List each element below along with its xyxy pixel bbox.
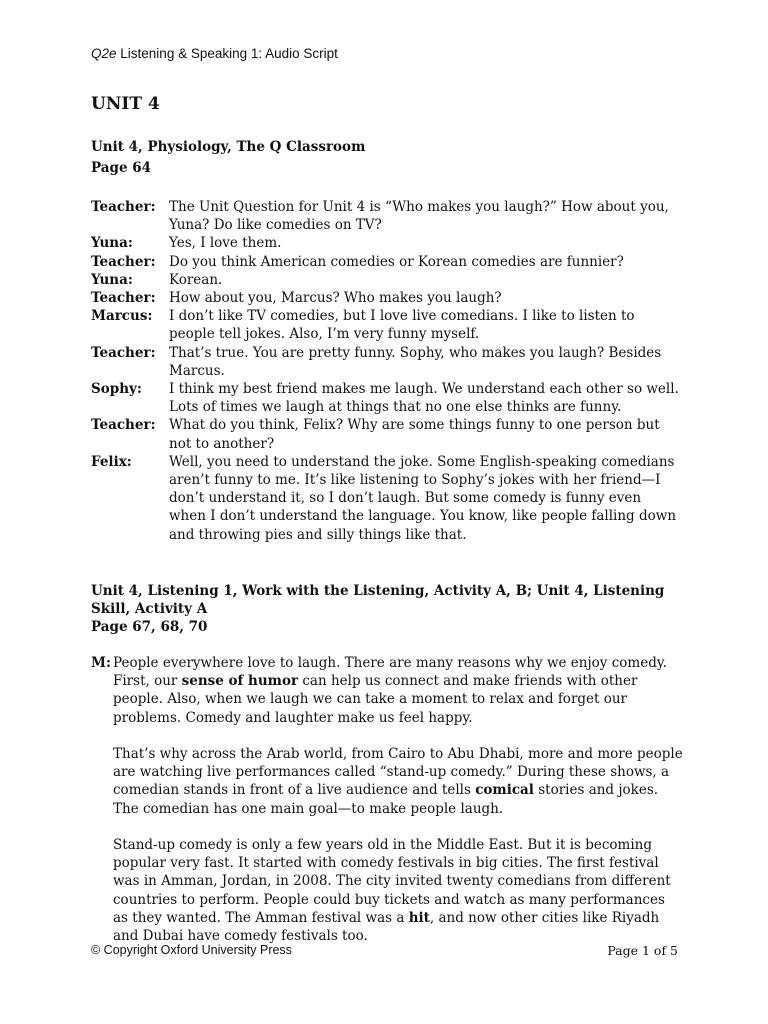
dialogue-line xyxy=(91,198,691,234)
monologue-transcript xyxy=(91,654,691,963)
dialogue-line xyxy=(91,416,691,452)
dialogue-text: I think my best friend makes me laugh. We understand each other so well. Lots of times we laugh at things that no one else thinks are funny. xyxy=(169,381,679,416)
speaker-label: Teacher: xyxy=(91,199,156,215)
dialogue-line xyxy=(91,307,691,343)
monologue-body xyxy=(113,654,683,945)
header-series: Q2e xyxy=(91,46,117,61)
dialogue-text: That’s true. You are pretty funny. Sophy, who makes you laugh? Besides Marcus. xyxy=(169,344,662,379)
dialogue-text: Yes, I love them. xyxy=(169,235,282,252)
dialogue-text: How about you, Marcus? Who makes you laugh? xyxy=(169,290,502,307)
paragraph-text: can help us connect and make friends with other people. Also, when we laugh we can take a moment to relax and forget our problems. Comedy and laughter make us feel happy. xyxy=(113,673,638,726)
monologue-paragraph xyxy=(113,836,683,945)
dialogue-text: I don’t like TV comedies, but I love live comedians. I like to listen to people tell jokes. Also, I’m very funny myself. xyxy=(169,308,635,343)
section-heading-2 xyxy=(91,582,691,637)
monologue-paragraph xyxy=(113,745,683,818)
speaker-label: Felix: xyxy=(91,453,132,470)
unit-title: UNIT 4 xyxy=(91,94,160,114)
dialogue-text: Do you think American comedies or Korean comedies are funnier? xyxy=(169,253,624,270)
monologue-paragraph xyxy=(113,654,683,727)
speaker-label: Teacher: xyxy=(91,290,156,307)
speaker-label: Teacher: xyxy=(91,344,156,361)
speaker-label: Teacher: xyxy=(91,253,156,270)
dialogue-line xyxy=(91,234,691,252)
dialogue-line xyxy=(91,380,691,416)
speaker-label: Yuna: xyxy=(91,271,133,288)
dialogue-line xyxy=(91,271,691,289)
section-heading-1 xyxy=(91,138,691,177)
paragraph-text: Stand-up comedy is only a few years old in the Middle East. But it is becoming popular very fast. It started with comedy festivals in big cities. The first festival was in Amman, Jordan, in 2008. The city invited twenty comedians from different countries to perform. People could buy tickets and watch as many performances as they wanted. The Amman festival was a xyxy=(113,837,671,926)
footer-page-number: Page 1 of 5 xyxy=(607,943,678,958)
vocabulary-term: comical xyxy=(475,782,534,799)
dialogue-line xyxy=(91,289,691,307)
paragraph-text: That’s why across the Arab world, from Cairo to Abu Dhabi, more and more people are watching live performances called “stand-up comedy.” During these shows, a comedian stands in front of a live audience and tells xyxy=(113,746,683,799)
dialogue-transcript xyxy=(91,198,691,544)
speaker-label: Marcus: xyxy=(91,308,153,325)
dialogue-line xyxy=(91,253,691,271)
dialogue-text: Korean. xyxy=(169,271,223,288)
speaker-label: Teacher: xyxy=(91,417,156,434)
speaker-label: Sophy: xyxy=(91,381,142,398)
dialogue-text: Well, you need to understand the joke. Some English-speaking comedians aren’t funny to me. It’s like listening to Sophy’s jokes with her friend—I don’t understand it, so I don’t laugh. But some comedy is funny even when I don’t understand the language. You know, like people falling down and throwing pies and silly things like that. xyxy=(169,453,677,543)
paragraph-text: stories and jokes. The comedian has one main goal—to make people laugh. xyxy=(113,782,659,817)
dialogue-text: What do you think, Felix? Why are some things funny to one person but not to another? xyxy=(169,417,660,452)
dialogue-line xyxy=(91,453,691,544)
monologue-speaker: M: xyxy=(91,655,111,671)
section-1-page: Page 64 xyxy=(91,160,152,177)
running-header xyxy=(91,46,338,61)
vocabulary-term: sense of humor xyxy=(181,673,299,690)
speaker-label: Yuna: xyxy=(91,235,133,252)
footer-copyright: © Copyright Oxford University Press xyxy=(91,943,292,957)
dialogue-line xyxy=(91,344,691,380)
paragraph-text: People everywhere love to laugh. There are many reasons why we enjoy comedy. First, our xyxy=(113,655,667,690)
header-title: Listening & Speaking 1: Audio Script xyxy=(116,46,338,61)
section-2-title: Unit 4, Listening 1, Work with the Listening, Activity A, B; Unit 4, Listening Skill, Activity A xyxy=(91,583,665,618)
dialogue-text: The Unit Question for Unit 4 is “Who makes you laugh?” How about you, Yuna? Do like comedies on TV? xyxy=(169,199,669,234)
paragraph-text: , and now other cities like Riyadh and Dubai have comedy festivals too. xyxy=(113,909,660,945)
section-1-title: Unit 4, Physiology, The Q Classroom xyxy=(91,139,366,155)
vocabulary-term: hit xyxy=(408,909,430,926)
section-2-page: Page 67, 68, 70 xyxy=(91,619,208,636)
